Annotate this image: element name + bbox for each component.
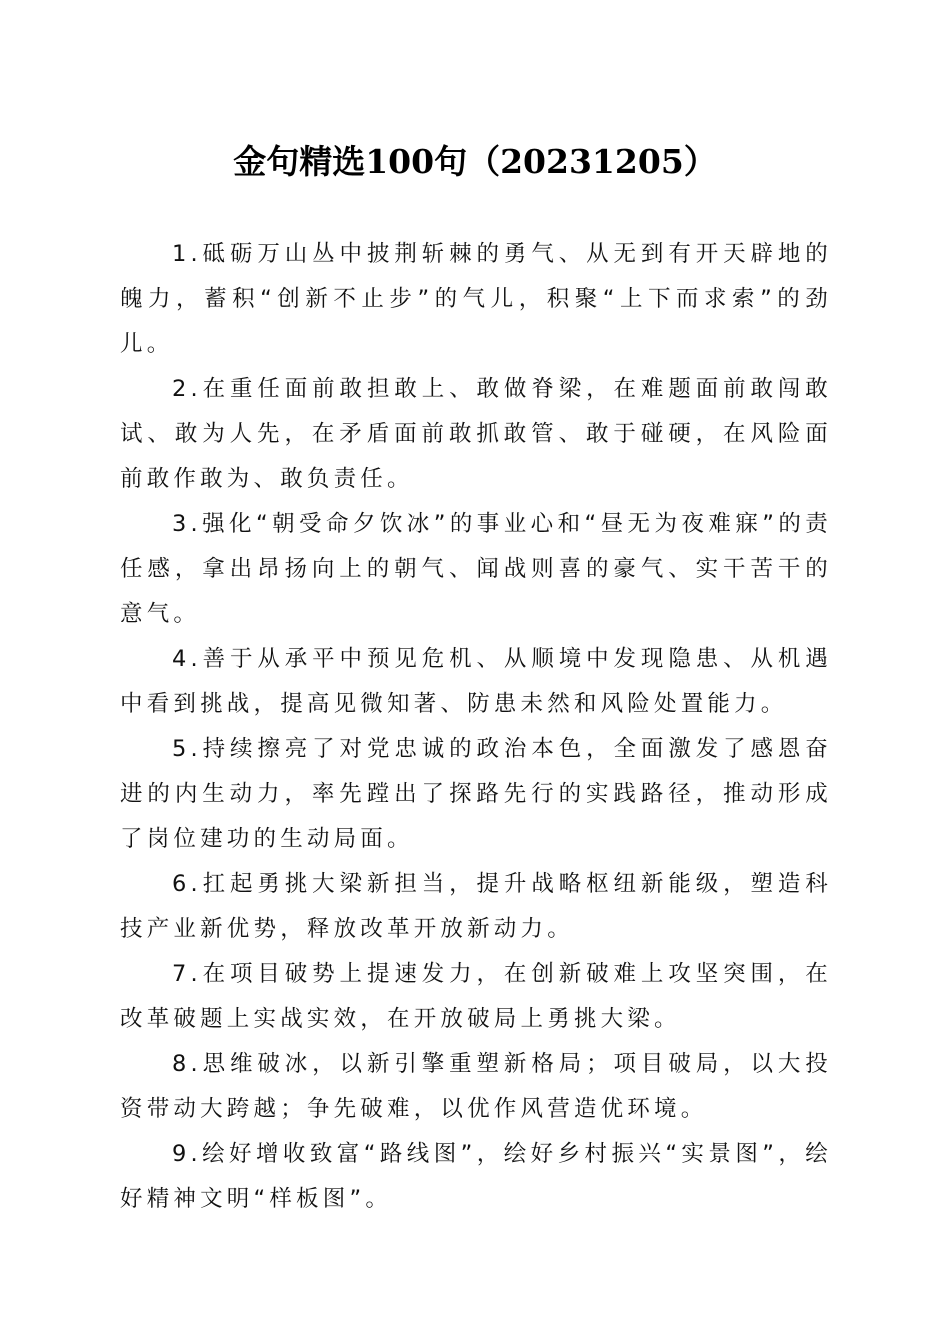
quote-paragraph-9: 9.绘好增收致富“路线图”，绘好乡村振兴“实景图”，绘好精神文明“样板图”。 xyxy=(120,1141,832,1212)
quote-paragraph-7: 7.在项目破势上提速发力，在创新破难上攻坚突围，在改革破题上实战实效，在开放破局上勇挑大梁。 xyxy=(120,961,832,1032)
quote-paragraph-1: 1.砥砺万山丛中披荆斩棘的勇气、从无到有开天辟地的魄力，蓄积“创新不止步”的气儿，积聚“上下而求索”的劲儿。 xyxy=(120,241,832,357)
quote-paragraph-4: 4.善于从承平中预见危机、从顺境中发现隐患、从机遇中看到挑战，提高见微知著、防患未然和风险处置能力。 xyxy=(120,646,832,717)
document-body xyxy=(120,232,832,1222)
quote-paragraph-8: 8.思维破冰，以新引擎重塑新格局；项目破局，以大投资带动大跨越；争先破难，以优作风营造优环境。 xyxy=(120,1051,832,1122)
quote-paragraph-5: 5.持续擦亮了对党忠诚的政治本色，全面激发了感恩奋进的内生动力，率先蹚出了探路先行的实践路径，推动形成了岗位建功的生动局面。 xyxy=(120,736,832,852)
quote-paragraph-2: 2.在重任面前敢担敢上、敢做脊梁，在难题面前敢闯敢试、敢为人先，在矛盾面前敢抓敢管、敢于碰硬，在风险面前敢作敢为、敢负责任。 xyxy=(120,376,832,492)
quote-paragraph-3: 3.强化“朝受命夕饮冰”的事业心和“昼无为夜难寐”的责任感，拿出昂扬向上的朝气、闻战则喜的豪气、实干苦干的意气。 xyxy=(120,511,832,627)
quote-paragraph-6: 6.扛起勇挑大梁新担当，提升战略枢纽新能级，塑造科技产业新优势，释放改革开放新动力。 xyxy=(120,871,832,942)
document-title: 金句精选100句（20231205） xyxy=(233,142,717,181)
